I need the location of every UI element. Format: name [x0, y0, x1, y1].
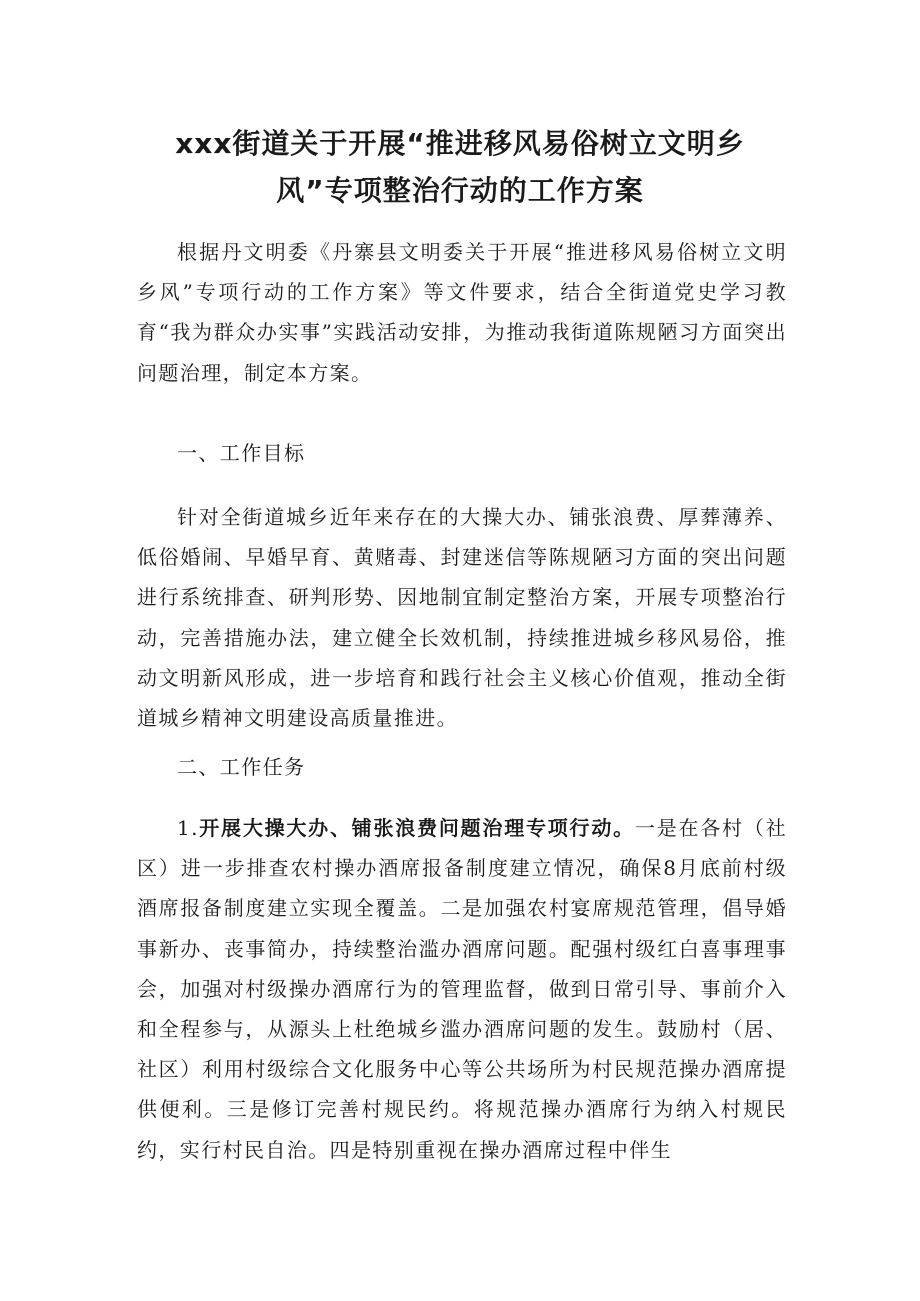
document-title-line-1: xxx街道关于开展“推进移风易俗树立文明乡: [175, 127, 745, 160]
task-1-number: 1.: [177, 816, 199, 840]
intro-paragraph: 根据丹文明委《丹寨县文明委关于开展“推进移风易俗树立文明乡风”专项行动的工作方案》等文件要求，结合全街道党史学习教育“我为群众办实事”实践活动安排，为推动我街道陈规陋习方面突出问题治理，制定本方案。: [137, 240, 787, 385]
task-1-paragraph: [137, 808, 787, 1170]
goals-paragraph: 针对全街道城乡近年来存在的大操大办、铺张浪费、厚葬薄养、低俗婚闹、早婚早育、黄赌毒、封建迷信等陈规陋习方面的突出问题进行系统排查、研判形势、因地制宜制定整治方案，开展专项整治行动，完善措施办法，建立健全长效机制，持续推进城乡移风易俗，推动文明新风形成，进一步培育和践行社会主义核心价值观，推动全街道城乡精神文明建设高质量推进。: [137, 505, 787, 731]
task-1-body: 一是在各村（社区）进一步排查农村操办酒席报备制度建立情况，确保8月底前村级酒席报备制度建立实现全覆盖。二是加强农村宴席规范管理，倡导婚事新办、丧事简办，持续整治滥办酒席问题。配强村级红白喜事理事会，加强对村级操办酒席行为的管理监督，做到日常引导、事前介入和全程参与，从源头上杜绝城乡滥办酒席问题的发生。鼓励村（居、社区）利用村级综合文化服务中心等公共场所为村民规范操办酒席提供便利。三是修订完善村规民约。将规范操办酒席行为纳入村规民约，实行村民自治。四是特别重视在操办酒席过程中伴生: [137, 816, 787, 1162]
document-title-line-2: 风”专项整治行动的工作方案: [276, 174, 644, 207]
task-1-lead: 开展大操大办、铺张浪费问题治理专项行动。: [198, 816, 635, 840]
section-heading-tasks: 二、工作任务: [177, 755, 306, 779]
section-heading-goals: 一、工作目标: [177, 441, 306, 465]
